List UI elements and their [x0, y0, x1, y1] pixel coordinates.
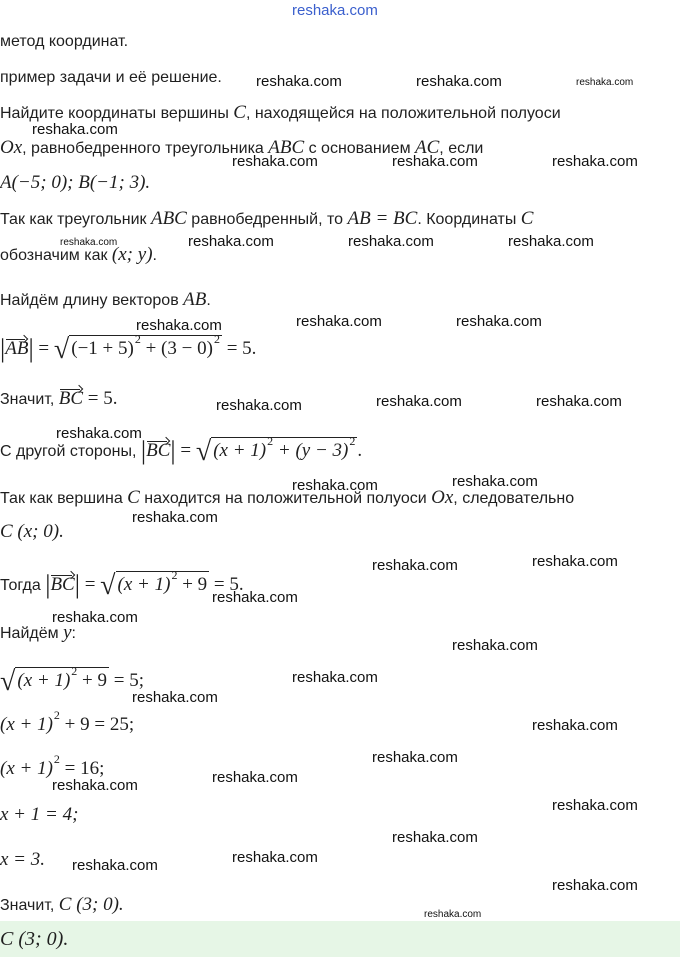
watermark: reshaka.com [552, 153, 638, 170]
denote-text-1: обозначим как [0, 247, 112, 264]
watermark: reshaka.com [296, 313, 382, 330]
watermark: reshaka.com [532, 553, 618, 570]
step3-term-b: = 16; [59, 758, 105, 779]
other-end: . [357, 440, 363, 461]
other-side-line: С другой стороны, |BC| = √ $(x + 1)^2 + (y - 3)^2$ . [0, 434, 363, 467]
watermark: reshaka.com [52, 777, 138, 794]
watermark: reshaka.com [32, 121, 118, 138]
watermark: reshaka.com [452, 473, 538, 490]
watermark: reshaka.com [552, 797, 638, 814]
step1-result: = 5; [109, 670, 145, 691]
ab-result: = 5. [221, 338, 257, 359]
watermark: reshaka.com [292, 669, 378, 686]
answer-text: C (3; 0). [0, 928, 69, 950]
example-heading: пример задачи и её решение. [0, 69, 222, 86]
watermark: reshaka.com [532, 717, 618, 734]
other-sup-2: 2 [349, 434, 356, 448]
step1-sup: 2 [71, 664, 78, 678]
ab-sup-2: 2 [213, 332, 220, 346]
since-ox: Ox [431, 487, 454, 508]
since-text-2: находится на положительной полуоси [139, 490, 432, 507]
then-term-b: + 9 [177, 574, 208, 595]
watermark: reshaka.com [136, 317, 222, 334]
task-ac: AC [415, 137, 440, 158]
ab-length-formula: |AB| = √ $(-1 + 5)^2 + (3 - 0)^2 = 5$. [0, 332, 257, 365]
task-points: A(−5; 0); B(−1; 3). [0, 172, 151, 193]
method-heading: метод координат. [0, 33, 129, 50]
other-term-b: + (y − 3) [273, 440, 349, 461]
solution-step-1: √ $(x + 1)^2 + 9 = 5$; [0, 664, 145, 697]
step2-term-b: + 9 = 25; [59, 714, 135, 735]
watermark: reshaka.com [536, 393, 622, 410]
watermark: reshaka.com [56, 425, 142, 442]
since-text-1: Так как вершина [0, 490, 128, 507]
task-text-2: , находящейся на положительной полуоси [245, 105, 561, 122]
then-result: = 5. [209, 574, 244, 595]
watermark: reshaka.com [256, 73, 342, 90]
watermark: reshaka.com [232, 153, 318, 170]
find-len-text-1: Найдём длину векторов [0, 292, 184, 309]
task-text-4: с основанием [304, 140, 416, 157]
watermark: reshaka.com [416, 73, 502, 90]
watermark: reshaka.com [372, 749, 458, 766]
other-text-1: С другой стороны, [0, 443, 141, 460]
watermark: reshaka.com [292, 477, 378, 494]
other-sup-1: 2 [267, 434, 274, 448]
other-term-a: (x + 1) [213, 440, 267, 461]
then-line: Тогда |BC| = √ $(x + 1)^2 + 9 = 5$. [0, 568, 244, 601]
iso-c: C [520, 208, 534, 229]
find-y-var: y [63, 622, 72, 643]
then-text-1: Тогда [0, 577, 46, 594]
denote-xy: (x; y) [111, 244, 153, 265]
solution-step-5: x = 3. [0, 849, 46, 870]
find-y-text-1: Найдём [0, 625, 64, 642]
header-watermark: reshaka.com [292, 2, 378, 19]
find-len-text-2: . [206, 292, 211, 309]
conclusion-line [0, 894, 124, 916]
task-abc: ABC [268, 137, 305, 158]
ab-vector: AB [5, 338, 29, 359]
iso-text-1: Так как треугольник [0, 211, 151, 228]
c-x0: C (x; 0). [0, 521, 64, 542]
step2-term-a: (x + 1) [0, 714, 53, 735]
step1-term-a: (x + 1) [17, 670, 71, 691]
watermark: reshaka.com [348, 233, 434, 250]
iso-text-3: . Координаты [417, 211, 521, 228]
conclusion-value: C (3; 0). [58, 894, 124, 915]
task-text-3: , равнобедренного треугольника [22, 140, 269, 157]
hence-bc-line [0, 388, 118, 410]
task-ox: Ox [0, 137, 23, 158]
watermark: reshaka.com [452, 637, 538, 654]
watermark: reshaka.com [392, 153, 478, 170]
watermark: reshaka.com [576, 77, 634, 88]
find-y-text-2: : [71, 625, 76, 642]
iso-abc: ABC [150, 208, 187, 229]
watermark: reshaka.com [232, 849, 318, 866]
conclusion-text: Значит, [0, 897, 59, 914]
hence-bc-vector: BC [58, 388, 84, 409]
watermark: reshaka.com [372, 557, 458, 574]
watermark: reshaka.com [424, 909, 482, 920]
watermark: reshaka.com [508, 233, 594, 250]
watermark: reshaka.com [52, 609, 138, 626]
hence-text-2: = 5. [83, 388, 118, 409]
watermark: reshaka.com [392, 829, 478, 846]
ab-term-1: (−1 + 5) [71, 338, 134, 359]
watermark: reshaka.com [132, 509, 218, 526]
watermark: reshaka.com [188, 233, 274, 250]
watermark: reshaka.com [212, 589, 298, 606]
step1-term-b: + 9 [77, 670, 108, 691]
answer-box [0, 921, 680, 957]
task-c: C [233, 102, 246, 123]
since-line [0, 487, 574, 509]
watermark: reshaka.com [456, 313, 542, 330]
then-term-a: (x + 1) [117, 574, 171, 595]
ab-sup-1: 2 [134, 332, 141, 346]
then-bc-vector: BC [50, 574, 75, 595]
task-text-1: Найдите координаты вершины [0, 105, 234, 122]
other-bc-vector: BC [146, 440, 171, 461]
find-length-line [0, 289, 211, 311]
solution-step-4: x + 1 = 4; [0, 804, 79, 825]
solution-step-2 [0, 708, 135, 736]
watermark: reshaka.com [132, 689, 218, 706]
watermark: reshaka.com [60, 237, 118, 248]
iso-eq: AB = BC [347, 208, 418, 229]
step2-sup: 2 [53, 708, 60, 722]
watermark: reshaka.com [72, 857, 158, 874]
denote-text-2: . [152, 247, 157, 264]
find-len-ab: AB [183, 289, 207, 310]
isosceles-line [0, 208, 533, 230]
since-text-3: , следовательно [453, 490, 575, 507]
step3-term-a: (x + 1) [0, 758, 53, 779]
ab-term-2: + (3 − 0) [140, 338, 213, 359]
watermark: reshaka.com [376, 393, 462, 410]
hence-text-1: Значит, [0, 391, 59, 408]
task-text-5: , если [439, 140, 484, 157]
watermark: reshaka.com [552, 877, 638, 894]
step3-sup: 2 [53, 752, 60, 766]
iso-text-2: равнобедренный, то [186, 211, 348, 228]
since-c: C [127, 487, 140, 508]
watermark: reshaka.com [212, 769, 298, 786]
watermark: reshaka.com [216, 397, 302, 414]
then-sup: 2 [171, 568, 178, 582]
